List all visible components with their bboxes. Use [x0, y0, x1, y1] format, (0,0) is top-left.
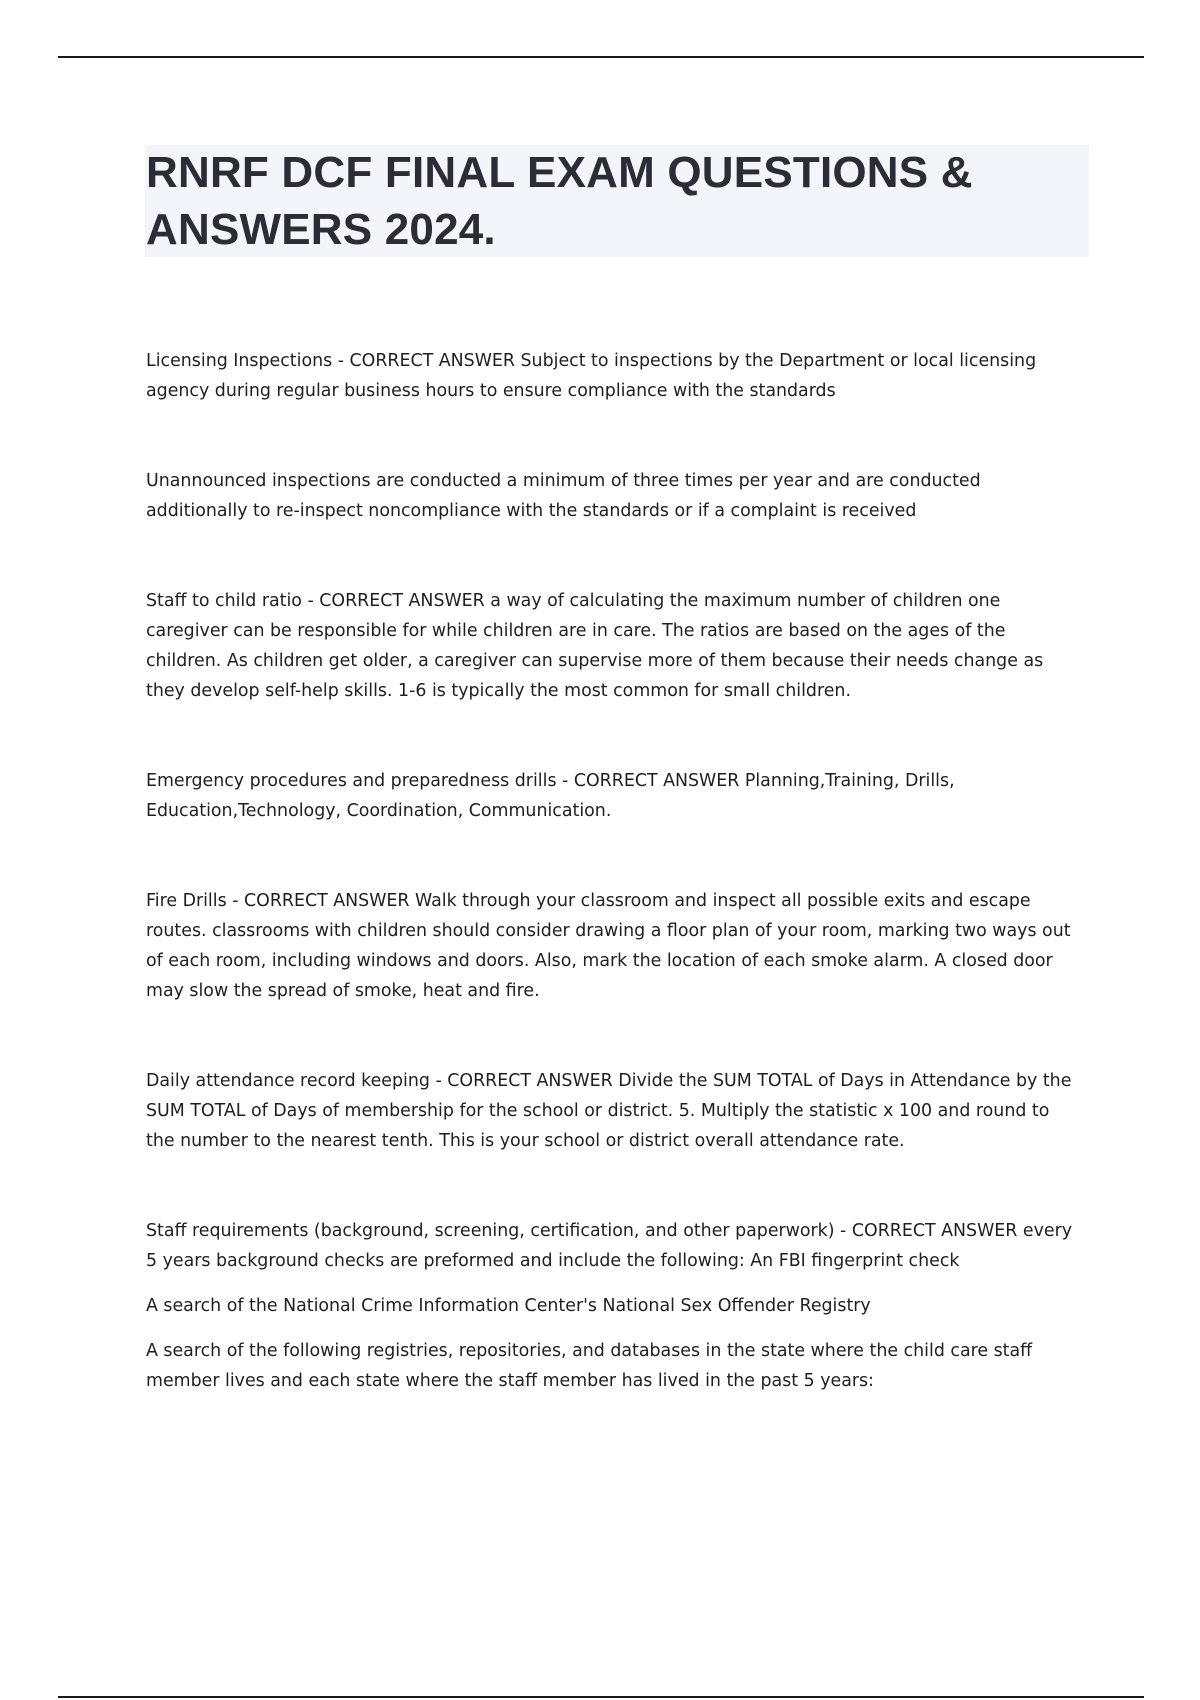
paragraph-unannounced-inspections: Unannounced inspections are conducted a minimum of three times per year and are conducted additionally to re-inspect noncompliance with the standards or if a complaint is received	[146, 471, 981, 521]
paragraph-state-registries: A search of the following registries, repositories, and databases in the state where the child care staff member lives and each state where the staff member has lived in the past 5 years:	[146, 1341, 1033, 1391]
paragraph-fire-drills: Fire Drills - CORRECT ANSWER Walk through your classroom and inspect all possible exits and escape routes. classrooms with children should consider drawing a floor plan of your room, marking two ways out of each room, including windows and doors. Also, mark the location of each smoke alarm. A closed door may slow the spread of smoke, heat and fire.	[146, 891, 1071, 1001]
bottom-rule	[58, 1696, 1144, 1698]
document-body	[146, 346, 1076, 1396]
document-title: RNRF DCF FINAL EXAM QUESTIONS & ANSWERS 2024.	[146, 148, 973, 254]
paragraph-licensing-inspections: Licensing Inspections - CORRECT ANSWER Subject to inspections by the Department or local licensing agency during regular business hours to ensure compliance with the standards	[146, 351, 1037, 401]
paragraph-staff-requirements: Staff requirements (background, screening, certification, and other paperwork) - CORRECT ANSWER every 5 years background checks are preformed and include the following: An FBI fingerprint check	[146, 1221, 1073, 1271]
paragraph-sex-offender-registry: A search of the National Crime Information Center's National Sex Offender Registry	[146, 1296, 871, 1316]
paragraph-staff-child-ratio: Staff to child ratio - CORRECT ANSWER a way of calculating the maximum number of children one caregiver can be responsible for while children are in care. The ratios are based on the ages of the children. As children get older, a caregiver can supervise more of them because their needs change as they develop self-help skills. 1-6 is typically the most common for small children.	[146, 591, 1044, 701]
paragraph-emergency-procedures: Emergency procedures and preparedness drills - CORRECT ANSWER Planning,Training, Drills, Education,Technology, Coordination, Communication.	[146, 771, 955, 821]
paragraph-daily-attendance: Daily attendance record keeping - CORRECT ANSWER Divide the SUM TOTAL of Days in Attendance by the SUM TOTAL of Days of membership for the school or district. 5. Multiply the statistic x 100 and round to the number to the nearest tenth. This is your school or district overall attendance rate.	[146, 1071, 1072, 1151]
top-rule	[58, 56, 1144, 58]
